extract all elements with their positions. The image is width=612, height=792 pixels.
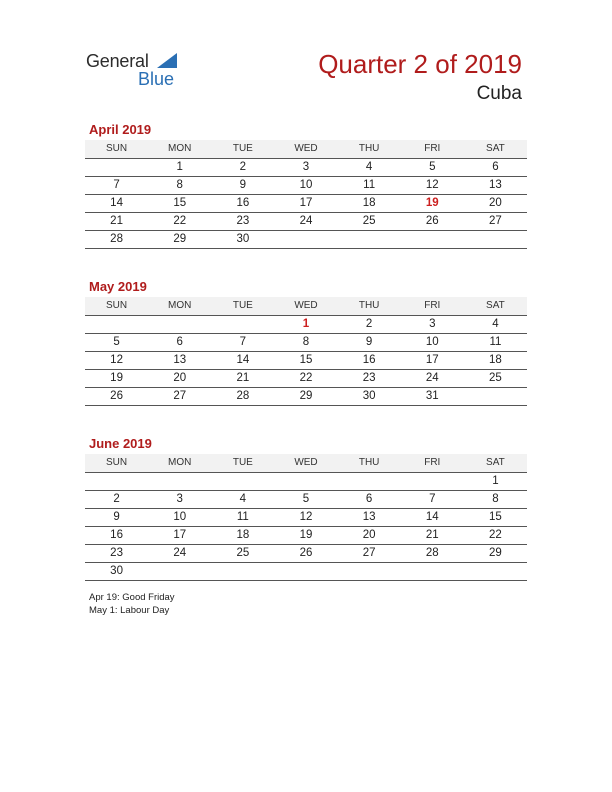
day-cell: 13 (362, 511, 376, 523)
day-cell: 28 (425, 547, 439, 559)
day-cell: 18 (362, 197, 376, 209)
weekday-label: WED (294, 143, 318, 154)
day-cell (85, 159, 148, 176)
week-row (85, 213, 527, 231)
week-row (85, 177, 527, 195)
weekday-label: SAT (486, 300, 505, 311)
weekday-label: THU (358, 143, 380, 154)
holiday-day-cell: 1 (302, 318, 310, 330)
day-cell: 7 (239, 336, 247, 348)
day-cell: 16 (110, 529, 123, 541)
day-cell: 29 (173, 233, 187, 245)
day-cell: 25 (489, 372, 502, 384)
day-cell: 14 (425, 511, 439, 523)
day-cell: 6 (365, 493, 373, 505)
month-title: June 2019 (89, 436, 152, 451)
month-title: May 2019 (89, 279, 147, 294)
day-cell: 1 (492, 475, 499, 487)
day-cell: 15 (299, 354, 313, 366)
day-cell: 9 (113, 511, 120, 523)
day-cell: 14 (110, 197, 123, 209)
weekday-header-row (85, 140, 527, 158)
weekday-header-row (85, 297, 527, 315)
day-cell (338, 231, 401, 248)
day-cell: 3 (429, 318, 436, 330)
day-cell: 16 (236, 197, 250, 209)
weekday-label: SUN (106, 457, 128, 468)
day-cell: 2 (113, 493, 120, 505)
day-cell (85, 316, 148, 333)
day-cell: 22 (173, 215, 187, 227)
day-cell: 5 (302, 493, 310, 505)
day-cell: 17 (299, 197, 313, 209)
day-cell: 7 (429, 493, 436, 505)
day-cell (148, 473, 211, 490)
day-cell: 2 (239, 161, 247, 173)
day-cell: 28 (110, 233, 123, 245)
day-cell (464, 231, 527, 248)
day-cell: 22 (489, 529, 502, 541)
week-row (85, 315, 527, 334)
day-cell: 11 (363, 179, 376, 191)
day-cell: 5 (113, 336, 120, 348)
week-row (85, 231, 527, 249)
day-cell: 25 (362, 215, 376, 227)
day-cell: 26 (425, 215, 439, 227)
month-may (85, 279, 527, 406)
week-row (85, 352, 527, 370)
week-row (85, 491, 527, 509)
day-cell: 27 (173, 390, 187, 402)
holiday-note: Apr 19: Good Friday (89, 592, 175, 603)
day-cell: 30 (236, 233, 250, 245)
weekday-label: MON (168, 143, 192, 154)
month-june (85, 436, 527, 581)
week-row (85, 545, 527, 563)
week-row (85, 509, 527, 527)
day-cell: 26 (110, 390, 123, 402)
day-cell: 6 (492, 161, 499, 173)
week-row (85, 195, 527, 213)
day-cell: 20 (362, 529, 376, 541)
day-cell: 8 (302, 336, 310, 348)
weekday-label: SAT (486, 143, 505, 154)
day-cell: 8 (492, 493, 499, 505)
weekday-label: WED (294, 457, 318, 468)
month-april (85, 122, 527, 249)
day-cell (274, 231, 337, 248)
day-cell: 24 (299, 215, 313, 227)
weekday-label: SUN (106, 143, 128, 154)
day-cell (211, 563, 274, 580)
weekday-header-row (85, 454, 527, 472)
day-cell: 12 (110, 354, 123, 366)
day-cell: 15 (489, 511, 502, 523)
week-row (85, 370, 527, 388)
day-cell: 30 (362, 390, 376, 402)
day-cell: 3 (302, 161, 310, 173)
day-cell: 31 (425, 390, 439, 402)
day-cell: 3 (176, 493, 183, 505)
day-cell: 19 (299, 529, 313, 541)
day-cell: 23 (110, 547, 123, 559)
day-cell: 4 (365, 161, 373, 173)
day-cell: 24 (425, 372, 439, 384)
day-cell: 21 (425, 529, 439, 541)
weekday-label: FRI (424, 143, 441, 154)
week-row (85, 563, 527, 581)
day-cell (211, 473, 274, 490)
weekday-label: FRI (424, 300, 441, 311)
logo-text-general: General (86, 51, 149, 71)
week-row (85, 388, 527, 406)
day-cell: 11 (489, 336, 502, 348)
day-cell: 29 (489, 547, 502, 559)
day-cell (85, 473, 148, 490)
weekday-label: TUE (232, 457, 253, 468)
day-cell: 24 (173, 547, 187, 559)
weekday-label: TUE (232, 143, 253, 154)
day-cell: 19 (110, 372, 123, 384)
week-row (85, 158, 527, 177)
day-cell: 17 (425, 354, 439, 366)
day-cell: 9 (239, 179, 247, 191)
day-cell: 10 (173, 511, 187, 523)
day-cell (338, 473, 401, 490)
day-cell: 23 (362, 372, 376, 384)
day-cell: 4 (239, 493, 247, 505)
day-cell: 21 (236, 372, 250, 384)
day-cell: 18 (489, 354, 502, 366)
day-cell: 4 (492, 318, 499, 330)
day-cell: 15 (173, 197, 187, 209)
day-cell: 30 (110, 565, 123, 577)
generalblue-logo (86, 50, 196, 90)
day-cell: 27 (362, 547, 376, 559)
day-cell (211, 316, 274, 333)
weekday-label: WED (294, 300, 318, 311)
day-cell (464, 388, 527, 405)
week-row (85, 472, 527, 491)
weekday-label: MON (168, 457, 192, 468)
day-cell: 7 (113, 179, 120, 191)
weekday-label: THU (358, 457, 380, 468)
day-cell: 12 (425, 179, 439, 191)
day-cell: 16 (362, 354, 376, 366)
week-row (85, 527, 527, 545)
day-cell: 5 (429, 161, 436, 173)
day-cell: 13 (489, 179, 502, 191)
day-cell: 23 (236, 215, 250, 227)
day-cell: 25 (236, 547, 250, 559)
day-cell: 12 (299, 511, 313, 523)
holiday-note: May 1: Labour Day (89, 605, 170, 616)
day-cell (464, 563, 527, 580)
weekday-label: FRI (424, 457, 441, 468)
logo-text-blue: Blue (138, 69, 175, 89)
weekday-label: TUE (232, 300, 253, 311)
day-cell: 6 (176, 336, 183, 348)
day-cell (338, 563, 401, 580)
day-cell: 14 (236, 354, 250, 366)
day-cell: 28 (236, 390, 250, 402)
day-cell: 21 (110, 215, 123, 227)
day-cell (401, 231, 464, 248)
day-cell (148, 563, 211, 580)
day-cell: 20 (489, 197, 502, 209)
day-cell: 27 (489, 215, 502, 227)
country-name: Cuba (476, 83, 522, 104)
month-title: April 2019 (89, 122, 152, 137)
day-cell: 10 (425, 336, 439, 348)
day-cell: 17 (173, 529, 187, 541)
day-cell: 22 (299, 372, 313, 384)
day-cell: 18 (236, 529, 250, 541)
logo-triangle-icon (157, 53, 177, 68)
day-cell: 10 (299, 179, 313, 191)
holiday-notes (89, 591, 175, 617)
day-cell (148, 316, 211, 333)
day-cell: 8 (176, 179, 183, 191)
weekday-label: SUN (106, 300, 128, 311)
day-cell: 26 (299, 547, 313, 559)
day-cell: 13 (173, 354, 187, 366)
day-cell: 9 (365, 336, 373, 348)
day-cell (274, 473, 337, 490)
day-cell: 29 (299, 390, 313, 402)
weekday-label: THU (358, 300, 380, 311)
day-cell (401, 473, 464, 490)
day-cell (274, 563, 337, 580)
holiday-day-cell: 19 (425, 197, 439, 209)
weekday-label: SAT (486, 457, 505, 468)
day-cell: 2 (365, 318, 373, 330)
week-row (85, 334, 527, 352)
weekday-label: MON (168, 300, 192, 311)
page-title: Quarter 2 of 2019 (318, 49, 522, 79)
day-cell: 1 (176, 161, 183, 173)
day-cell: 11 (236, 511, 249, 523)
day-cell (401, 563, 464, 580)
day-cell: 20 (173, 372, 187, 384)
